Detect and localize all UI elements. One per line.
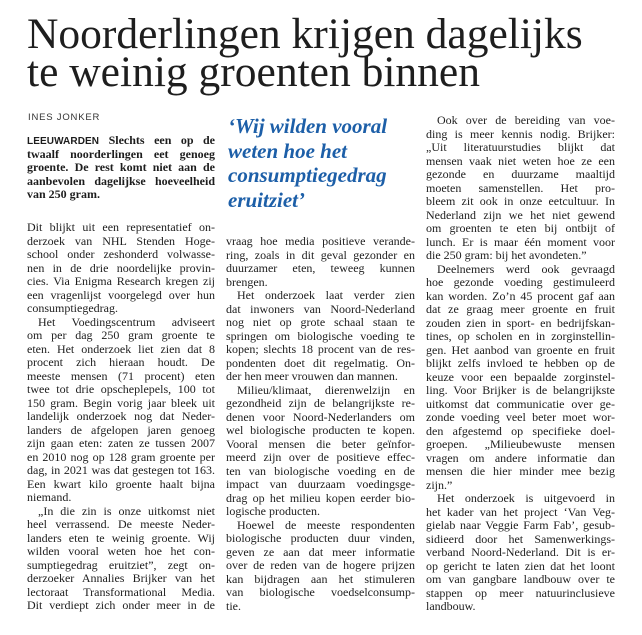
text-line: stappen op meer natuurinclusieve [426, 585, 615, 600]
text-line: ring, zoals in dit geval gezonder en [226, 247, 415, 262]
text-line: Nederland zijn we het niet gewend [426, 207, 615, 222]
lead-paragraph [27, 134, 215, 202]
text-line: kan bijdragen aan het stimuleren [226, 571, 415, 586]
text-line: nog niet op grote schaal staan te [226, 315, 415, 329]
text-line: Dit verdiept zich onder meer in de [27, 598, 215, 612]
text-line: procent zich hieraan houdt. De [27, 355, 215, 369]
text-line: uitkomst dat communicatie over ge- [426, 396, 615, 411]
text-line: op gericht te laten zien dat het loont [426, 558, 615, 573]
paragraph [226, 289, 415, 384]
text-line: Deelnemers werd ook gevraagd [437, 261, 615, 276]
paragraph [226, 235, 415, 289]
text-line: dat inwoners van Noord-Nederland [226, 301, 415, 316]
text-line: denen voor Noord-Nederlanders om [226, 409, 415, 424]
text-line: landbouw. [426, 599, 476, 613]
article-column-3 [426, 114, 615, 614]
text-line: ding is meer kennis nodig. Brijker: [426, 126, 615, 141]
text-line: mensen die hier minder mee bezig [426, 464, 615, 478]
text-line: gen. Het aanbod van groente en fruit [426, 342, 615, 357]
text-line: eten. Het onderzoek liet zien dat 8 [27, 341, 215, 356]
text-line: Ook over de bereiding van voe- [437, 113, 615, 127]
text-line: heel verrassend. De meeste Neder- [27, 517, 215, 531]
pull-quote-line: eruitziet’ [228, 187, 305, 212]
text-line: brengen. [226, 274, 268, 289]
text-line: gezonde en duurzame maaltijd [426, 167, 615, 181]
lead-line: groente. De rest komt niet aan de [27, 160, 215, 174]
text-line: bleem zit ook in onze eetcultuur. In [426, 194, 615, 208]
text-line: lunch. Er is maar één moment voor [426, 234, 615, 249]
text-line: zijn.” [426, 477, 453, 492]
text-line: twee tot drie opscheplepels, 100 tot [27, 382, 215, 396]
text-line: Hoewel de meeste respondenten [237, 517, 415, 532]
pull-quote [228, 114, 418, 212]
lead-line [27, 134, 215, 148]
text-line: sidieerd door het Samenwerkings- [426, 531, 615, 546]
pull-quote-line: ‘Wij wilden vooral [228, 114, 388, 138]
paragraph [27, 505, 215, 613]
text-line: den afgestemd op specifieke doel- [426, 423, 615, 438]
text-line: landelijk onderzoek nog dat Neder- [27, 409, 215, 423]
text-line: duurzamer eten, teweeg kunnen [226, 261, 415, 275]
text-line: Het onderzoek laat verder zien [237, 288, 415, 302]
text-line: Vooral mensen die beter geïnfor- [226, 436, 415, 451]
text-line: Een kwart kilo groente haalt bijna [27, 476, 215, 491]
text-line: 150 gram. Begin vorig jaar bleek uit [27, 395, 215, 410]
text-line: sumptiegedrag eruitziet”, zegt on- [27, 557, 215, 572]
text-line: Het onderzoek is uitgevoerd in [437, 491, 615, 505]
text-line: der hen meer vrouwen dan mannen. [226, 369, 398, 383]
text-line: groepen. „Milieubewuste mensen [426, 437, 615, 451]
text-line: vragen om andere informatie dan [426, 450, 615, 465]
text-line: lectoraat Transformational Media. [27, 584, 215, 599]
text-line: „In die zin is onze uitkomst niet [38, 503, 215, 518]
text-line: vraag hoe media positieve verande- [226, 234, 415, 248]
text-line: het kader van het project ‘Van Veg- [426, 504, 615, 519]
dateline: LEEUWARDEN [27, 136, 100, 147]
text-line: tie. [226, 598, 241, 613]
text-line: derzoeker Annalies Brijker van het [27, 571, 215, 585]
text-line: tines, op scholen en in zorginstellin- [426, 329, 615, 343]
text-line: landers eten te weinig groente. Wij [27, 530, 215, 545]
text-line: dat ze graag meer groente en fruit [426, 302, 615, 316]
text-line: zouden zien in sport- en bedrijfskan- [426, 315, 615, 330]
pull-quote-line: consumptiegedrag [228, 163, 387, 187]
text-line: impact van duurzaam voedingsge- [226, 477, 415, 491]
text-line: om groenten te eten bij ontbijt of [426, 221, 615, 235]
text-line: pondenten doet dit regelmatig. On- [226, 355, 415, 370]
lead-text: Slechts een op de [108, 133, 215, 147]
text-line: die 250 gram: bij het avondeten.” [426, 248, 587, 262]
text-line: Milieu/klimaat, dierenwelzijn en [237, 382, 415, 397]
headline-line: Noorderlingen krijgen dagelijks [27, 10, 583, 58]
text-line: consumptiegedrag. [27, 301, 118, 315]
text-line: kan worden. Zo’n 45 procent gaf aan [426, 288, 615, 303]
text-line: en 2010 nog op 128 gram groente per [27, 449, 215, 464]
text-line: cies. Via Enigma Research kregen zij [27, 274, 215, 288]
text-line: keuze voor een bepaalde zorginstel- [426, 369, 615, 384]
text-line: mensen vaak niet weten hoe ze een [426, 153, 615, 168]
text-line: school onder zeshonderd volwasse- [27, 247, 215, 261]
text-line: om per dag 250 gram groente te [27, 328, 215, 342]
lead-line: van 250 gram. [27, 187, 100, 201]
text-line: gezondheid zijn de belangrijkste re- [226, 396, 415, 410]
text-line: nen in de drie noordelijke provin- [27, 260, 215, 275]
byline: INES JONKER [28, 112, 101, 123]
text-line: wilden vooral weten hoe het con- [27, 544, 215, 558]
text-line: biologische producten duur vinden, [226, 531, 415, 545]
text-line: een vragenlijst voorgelegd over hun [27, 287, 215, 302]
text-line: ten van biologische voeding en de [226, 463, 415, 478]
text-line: blijkt zelfs invloed te hebben op de [426, 356, 615, 370]
text-line: landers de afgelopen jaren genoeg [27, 422, 215, 437]
text-line: drag op het milieu kopen eerder bio- [226, 490, 415, 505]
paragraph [226, 384, 415, 519]
text-line: meeste mensen (71 procent) eten [27, 368, 215, 383]
text-line: „Uit literatuurstudies blijkt dat [426, 140, 615, 154]
headline-line: te weinig groenten binnen [27, 48, 480, 96]
text-line: van biologische voedselconsump- [226, 585, 415, 599]
text-line: over de reden van de hogere prijzen [226, 558, 415, 572]
text-line: dag, in 2021 was dat gestegen tot 163. [27, 463, 215, 477]
paragraph [426, 492, 615, 614]
text-line: om van gangbare landbouw over te [426, 572, 615, 586]
text-line: Dit blijkt uit een representatief on- [27, 220, 215, 234]
text-line: hoe gezonde voeding gestimuleerd [426, 275, 615, 289]
paragraph [27, 316, 215, 505]
text-line: zonde voeding veel beter moet wor- [426, 410, 615, 424]
text-line: geven ze aan dat meer informatie [226, 544, 415, 559]
paragraph [426, 263, 615, 493]
text-line: derzoek van NHL Stenden Hoge- [27, 233, 215, 248]
paragraph [426, 114, 615, 263]
text-line: logische producten. [226, 504, 320, 518]
text-line: niemand. [27, 490, 72, 504]
paragraph [27, 221, 215, 316]
text-line: meerd zijn over de positieve effec- [226, 450, 415, 464]
text-line: ling. Voor Brijker is de belangrijkste [426, 383, 615, 397]
text-line: zijn gaan eten: zaten ze tussen 2007 [27, 436, 215, 450]
text-line: moeten samenstellen. Het pro- [426, 180, 615, 195]
lead-line: twaalf noorderlingen eet genoeg [27, 146, 215, 161]
text-line: Het Voedingscentrum adviseert [38, 314, 215, 329]
text-line: gielab naar Veggie Farm Fab’, gesub- [426, 518, 615, 532]
pull-quote-line: weten hoe het [228, 138, 347, 163]
headline [27, 10, 583, 96]
text-line: kopen; slechts 18 procent van de res- [226, 342, 415, 356]
text-line: verband Noord-Nederland. Dit is er- [426, 545, 615, 559]
article-column-2 [226, 235, 415, 613]
lead-line: aanbevolen dagelijkse hoeveelheid [27, 173, 215, 188]
article-column-1 [27, 221, 215, 613]
text-line: wel biologische producten te kopen. [226, 423, 415, 437]
paragraph [226, 519, 415, 614]
text-line: springen om biologische voeding te [226, 328, 415, 343]
